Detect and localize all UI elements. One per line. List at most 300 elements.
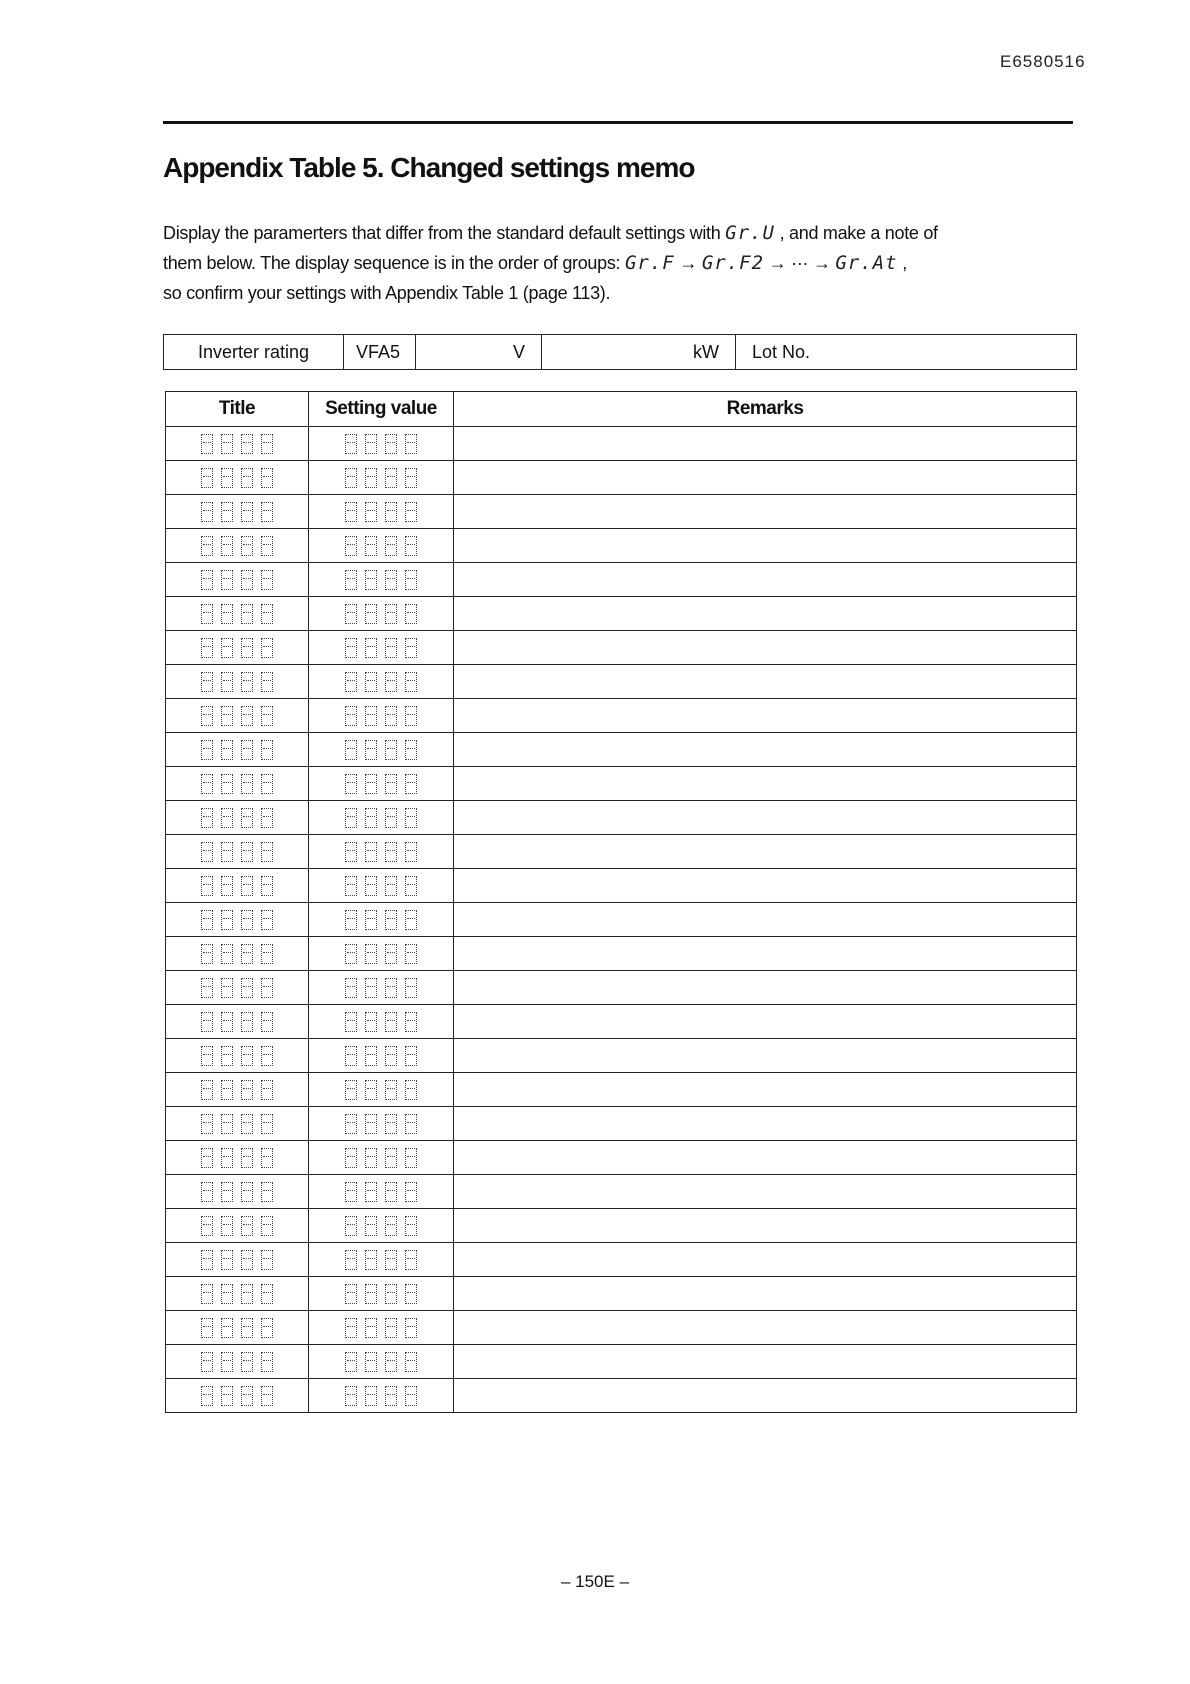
segment-digit-icon <box>345 774 357 794</box>
title-cell[interactable] <box>166 495 309 529</box>
seven-segment-placeholder <box>309 944 453 964</box>
segment-digit-icon <box>365 434 377 454</box>
segment-digit-icon <box>261 1046 273 1066</box>
seven-segment-placeholder <box>309 1250 453 1270</box>
table-body <box>166 427 1077 1413</box>
segment-digit-icon <box>405 1080 417 1100</box>
seven-segment-placeholder <box>166 536 308 556</box>
segment-digit-icon <box>261 1216 273 1236</box>
remarks-cell[interactable] <box>454 1209 1077 1243</box>
title-cell[interactable] <box>166 427 309 461</box>
remarks-cell[interactable] <box>454 1141 1077 1175</box>
power-field[interactable]: kW <box>542 335 736 369</box>
segment-digit-icon <box>405 944 417 964</box>
table-row <box>166 1209 1077 1243</box>
segment-digit-icon <box>201 604 213 624</box>
inverter-model: VFA5 <box>344 335 416 369</box>
seven-segment-placeholder <box>166 1386 308 1406</box>
segment-digit-icon <box>241 570 253 590</box>
remarks-cell[interactable] <box>454 1107 1077 1141</box>
segment-digit-icon <box>221 910 233 930</box>
segment-digit-icon <box>261 1182 273 1202</box>
segment-digit-icon <box>241 808 253 828</box>
title-cell[interactable] <box>166 699 309 733</box>
segment-digit-icon <box>405 978 417 998</box>
segment-digit-icon <box>221 978 233 998</box>
seven-segment-placeholder <box>309 1182 453 1202</box>
table-row <box>166 1073 1077 1107</box>
segment-digit-icon <box>405 1284 417 1304</box>
segment-digit-icon <box>385 1216 397 1236</box>
segment-digit-icon <box>405 1114 417 1134</box>
table-row <box>166 597 1077 631</box>
remarks-cell[interactable] <box>454 903 1077 937</box>
setting-value-cell[interactable] <box>309 733 454 767</box>
remarks-cell[interactable] <box>454 767 1077 801</box>
table-header-row <box>166 392 1077 427</box>
segment-digit-icon <box>365 1182 377 1202</box>
seven-segment-placeholder <box>166 1114 308 1134</box>
setting-value-cell[interactable] <box>309 1175 454 1209</box>
intro-text: them below. The display sequence is in the order of groups: <box>163 253 621 273</box>
seven-segment-placeholder <box>166 434 308 454</box>
setting-value-cell[interactable] <box>309 1209 454 1243</box>
segment-digit-icon <box>385 910 397 930</box>
title-cell[interactable] <box>166 733 309 767</box>
seven-segment-placeholder <box>166 1352 308 1372</box>
segment-digit-icon <box>261 672 273 692</box>
setting-value-cell[interactable] <box>309 801 454 835</box>
remarks-cell[interactable] <box>454 937 1077 971</box>
segment-digit-icon <box>221 774 233 794</box>
segment-digit-icon <box>385 536 397 556</box>
segment-digit-icon <box>405 672 417 692</box>
setting-value-cell[interactable] <box>309 631 454 665</box>
voltage-field[interactable]: V <box>416 335 542 369</box>
segment-digit-icon <box>365 706 377 726</box>
segment-digit-icon <box>405 706 417 726</box>
segment-digit-icon <box>241 910 253 930</box>
seven-segment-placeholder <box>166 910 308 930</box>
remarks-cell[interactable] <box>454 1345 1077 1379</box>
segment-digit-icon <box>241 502 253 522</box>
segment-digit-icon <box>385 1114 397 1134</box>
remarks-cell[interactable] <box>454 427 1077 461</box>
intro-line-1 <box>163 218 1073 248</box>
setting-value-cell[interactable] <box>309 1005 454 1039</box>
segment-digit-icon <box>261 1012 273 1032</box>
title-cell[interactable] <box>166 1209 309 1243</box>
segment-digit-icon <box>345 502 357 522</box>
segment-digit-icon <box>365 502 377 522</box>
segment-digit-icon <box>201 1114 213 1134</box>
segment-digit-icon <box>221 536 233 556</box>
title-cell[interactable] <box>166 1107 309 1141</box>
segment-digit-icon <box>221 1148 233 1168</box>
segment-digit-icon <box>201 1012 213 1032</box>
segment-digit-icon <box>365 944 377 964</box>
table-row <box>166 1039 1077 1073</box>
segment-digit-icon <box>345 434 357 454</box>
segment-digit-icon <box>221 502 233 522</box>
seven-segment-placeholder <box>309 1318 453 1338</box>
remarks-cell[interactable] <box>454 801 1077 835</box>
segment-digit-icon <box>385 1250 397 1270</box>
table-row <box>166 1005 1077 1039</box>
seven-segment-placeholder <box>166 570 308 590</box>
segment-digit-icon <box>345 1250 357 1270</box>
seven-segment-placeholder <box>166 1012 308 1032</box>
lcd-code-gr-u: Gr.U <box>725 222 775 244</box>
seven-segment-placeholder <box>309 978 453 998</box>
seven-segment-placeholder <box>166 706 308 726</box>
seven-segment-placeholder <box>309 468 453 488</box>
title-cell[interactable] <box>166 1141 309 1175</box>
remarks-cell[interactable] <box>454 529 1077 563</box>
segment-digit-icon <box>221 1386 233 1406</box>
segment-digit-icon <box>221 1080 233 1100</box>
segment-digit-icon <box>241 1352 253 1372</box>
segment-digit-icon <box>385 502 397 522</box>
title-cell[interactable] <box>166 1379 309 1413</box>
seven-segment-placeholder <box>309 1046 453 1066</box>
title-cell[interactable] <box>166 1005 309 1039</box>
segment-digit-icon <box>345 672 357 692</box>
remarks-cell[interactable] <box>454 1005 1077 1039</box>
segment-digit-icon <box>385 978 397 998</box>
remarks-cell[interactable] <box>454 1175 1077 1209</box>
setting-value-cell[interactable] <box>309 1379 454 1413</box>
segment-digit-icon <box>385 604 397 624</box>
table-row <box>166 495 1077 529</box>
setting-value-cell[interactable] <box>309 1073 454 1107</box>
segment-digit-icon <box>261 774 273 794</box>
seven-segment-placeholder <box>309 604 453 624</box>
seven-segment-placeholder <box>166 502 308 522</box>
setting-value-cell[interactable] <box>309 1141 454 1175</box>
remarks-cell[interactable] <box>454 733 1077 767</box>
segment-digit-icon <box>261 604 273 624</box>
seven-segment-placeholder <box>309 1148 453 1168</box>
seven-segment-placeholder <box>166 468 308 488</box>
segment-digit-icon <box>241 1114 253 1134</box>
segment-digit-icon <box>405 570 417 590</box>
segment-digit-icon <box>201 842 213 862</box>
seven-segment-placeholder <box>166 808 308 828</box>
segment-digit-icon <box>261 808 273 828</box>
segment-digit-icon <box>365 1046 377 1066</box>
title-cell[interactable] <box>166 665 309 699</box>
table-row <box>166 1345 1077 1379</box>
title-cell[interactable] <box>166 1345 309 1379</box>
segment-digit-icon <box>385 876 397 896</box>
header-title: Title <box>166 392 309 427</box>
title-cell[interactable] <box>166 1175 309 1209</box>
segment-digit-icon <box>365 1148 377 1168</box>
segment-digit-icon <box>201 570 213 590</box>
table-row <box>166 529 1077 563</box>
table-row <box>166 563 1077 597</box>
segment-digit-icon <box>241 774 253 794</box>
remarks-cell[interactable] <box>454 563 1077 597</box>
segment-digit-icon <box>201 1386 213 1406</box>
title-cell[interactable] <box>166 1311 309 1345</box>
title-cell[interactable] <box>166 869 309 903</box>
seven-segment-placeholder <box>166 1318 308 1338</box>
segment-digit-icon <box>345 604 357 624</box>
table-row <box>166 1243 1077 1277</box>
segment-digit-icon <box>345 1114 357 1134</box>
setting-value-cell[interactable] <box>309 665 454 699</box>
seven-segment-placeholder <box>309 1216 453 1236</box>
segment-digit-icon <box>221 1182 233 1202</box>
seven-segment-placeholder <box>166 1216 308 1236</box>
segment-digit-icon <box>365 978 377 998</box>
setting-value-cell[interactable] <box>309 1243 454 1277</box>
segment-digit-icon <box>261 1386 273 1406</box>
intro-text: , and make a note of <box>779 223 938 243</box>
segment-digit-icon <box>201 1284 213 1304</box>
setting-value-cell[interactable] <box>309 971 454 1005</box>
segment-digit-icon <box>221 876 233 896</box>
setting-value-cell[interactable] <box>309 563 454 597</box>
segment-digit-icon <box>405 876 417 896</box>
intro-paragraph <box>163 218 1073 308</box>
segment-digit-icon <box>201 434 213 454</box>
segment-digit-icon <box>221 808 233 828</box>
remarks-cell[interactable] <box>454 461 1077 495</box>
segment-digit-icon <box>221 842 233 862</box>
segment-digit-icon <box>201 740 213 760</box>
segment-digit-icon <box>345 1318 357 1338</box>
seven-segment-placeholder <box>309 1284 453 1304</box>
seven-segment-placeholder <box>166 604 308 624</box>
segment-digit-icon <box>221 1114 233 1134</box>
remarks-cell[interactable] <box>454 665 1077 699</box>
lot-number-field[interactable]: Lot No. <box>752 341 811 362</box>
title-cell[interactable] <box>166 767 309 801</box>
title-cell[interactable] <box>166 835 309 869</box>
segment-digit-icon <box>201 502 213 522</box>
segment-digit-icon <box>345 570 357 590</box>
segment-digit-icon <box>221 638 233 658</box>
segment-digit-icon <box>241 978 253 998</box>
segment-digit-icon <box>345 1284 357 1304</box>
segment-digit-icon <box>261 1318 273 1338</box>
lcd-code-gr-f2: Gr.F2 <box>701 252 765 274</box>
segment-digit-icon <box>201 1250 213 1270</box>
title-cell[interactable] <box>166 597 309 631</box>
segment-digit-icon <box>241 604 253 624</box>
table-row <box>166 665 1077 699</box>
segment-digit-icon <box>261 706 273 726</box>
segment-digit-icon <box>201 468 213 488</box>
title-cell[interactable] <box>166 971 309 1005</box>
title-cell[interactable] <box>166 1243 309 1277</box>
table-row <box>166 427 1077 461</box>
segment-digit-icon <box>365 774 377 794</box>
header-remarks: Remarks <box>454 392 1077 427</box>
arrow-right-icon: → <box>679 253 698 273</box>
remarks-cell[interactable] <box>454 1379 1077 1413</box>
segment-digit-icon <box>365 1114 377 1134</box>
segment-digit-icon <box>385 1386 397 1406</box>
segment-digit-icon <box>201 1216 213 1236</box>
segment-digit-icon <box>365 842 377 862</box>
segment-digit-icon <box>221 1352 233 1372</box>
setting-value-cell[interactable] <box>309 903 454 937</box>
segment-digit-icon <box>385 468 397 488</box>
segment-digit-icon <box>405 1148 417 1168</box>
remarks-cell[interactable] <box>454 1039 1077 1073</box>
segment-digit-icon <box>385 638 397 658</box>
segment-digit-icon <box>345 1148 357 1168</box>
lcd-code-gr-f: Gr.F <box>624 252 675 274</box>
segment-digit-icon <box>261 502 273 522</box>
segment-digit-icon <box>385 1284 397 1304</box>
segment-digit-icon <box>201 910 213 930</box>
segment-digit-icon <box>405 502 417 522</box>
setting-value-cell[interactable] <box>309 529 454 563</box>
segment-digit-icon <box>365 1012 377 1032</box>
segment-digit-icon <box>201 978 213 998</box>
segment-digit-icon <box>365 1080 377 1100</box>
segment-digit-icon <box>261 570 273 590</box>
table-row <box>166 937 1077 971</box>
table-row <box>166 631 1077 665</box>
remarks-cell[interactable] <box>454 835 1077 869</box>
remarks-cell[interactable] <box>454 1277 1077 1311</box>
setting-value-cell[interactable] <box>309 699 454 733</box>
setting-value-cell[interactable] <box>309 937 454 971</box>
segment-digit-icon <box>241 1046 253 1066</box>
setting-value-cell[interactable] <box>309 461 454 495</box>
segment-digit-icon <box>345 468 357 488</box>
inverter-rating-row <box>163 334 1077 370</box>
segment-digit-icon <box>261 1352 273 1372</box>
seven-segment-placeholder <box>166 1046 308 1066</box>
segment-digit-icon <box>261 536 273 556</box>
segment-digit-icon <box>345 1046 357 1066</box>
setting-value-cell[interactable] <box>309 869 454 903</box>
intro-line-3: so confirm your settings with Appendix Table 1 (page 113). <box>163 283 611 303</box>
segment-digit-icon <box>345 740 357 760</box>
ellipsis: ··· <box>791 253 809 273</box>
segment-digit-icon <box>201 1080 213 1100</box>
title-cell[interactable] <box>166 631 309 665</box>
setting-value-cell[interactable] <box>309 767 454 801</box>
segment-digit-icon <box>221 1318 233 1338</box>
title-cell[interactable] <box>166 903 309 937</box>
title-cell[interactable] <box>166 461 309 495</box>
remarks-cell[interactable] <box>454 495 1077 529</box>
segment-digit-icon <box>365 808 377 828</box>
segment-digit-icon <box>405 1182 417 1202</box>
seven-segment-placeholder <box>309 808 453 828</box>
remarks-cell[interactable] <box>454 699 1077 733</box>
lcd-code-gr-at: Gr.At <box>835 252 898 274</box>
title-cell[interactable] <box>166 1073 309 1107</box>
segment-digit-icon <box>385 1318 397 1338</box>
segment-digit-icon <box>405 1216 417 1236</box>
title-cell[interactable] <box>166 563 309 597</box>
title-cell[interactable] <box>166 1277 309 1311</box>
segment-digit-icon <box>405 1386 417 1406</box>
segment-digit-icon <box>345 1182 357 1202</box>
inverter-rating-label: Inverter rating <box>164 335 344 369</box>
segment-digit-icon <box>261 944 273 964</box>
segment-digit-icon <box>241 1012 253 1032</box>
segment-digit-icon <box>385 944 397 964</box>
segment-digit-icon <box>221 944 233 964</box>
setting-value-cell[interactable] <box>309 1107 454 1141</box>
setting-value-cell[interactable] <box>309 1345 454 1379</box>
seven-segment-placeholder <box>309 1114 453 1134</box>
segment-digit-icon <box>201 638 213 658</box>
setting-value-cell[interactable] <box>309 1039 454 1073</box>
remarks-cell[interactable] <box>454 1243 1077 1277</box>
segment-digit-icon <box>221 1216 233 1236</box>
segment-digit-icon <box>365 638 377 658</box>
segment-digit-icon <box>241 740 253 760</box>
title-cell[interactable] <box>166 1039 309 1073</box>
seven-segment-placeholder <box>166 842 308 862</box>
segment-digit-icon <box>385 1012 397 1032</box>
segment-digit-icon <box>241 672 253 692</box>
segment-digit-icon <box>365 570 377 590</box>
remarks-cell[interactable] <box>454 1073 1077 1107</box>
seven-segment-placeholder <box>309 672 453 692</box>
title-cell[interactable] <box>166 937 309 971</box>
remarks-cell[interactable] <box>454 1311 1077 1345</box>
seven-segment-placeholder <box>309 1352 453 1372</box>
title-cell[interactable] <box>166 529 309 563</box>
segment-digit-icon <box>241 1318 253 1338</box>
segment-digit-icon <box>385 1080 397 1100</box>
setting-value-cell[interactable] <box>309 1277 454 1311</box>
seven-segment-placeholder <box>166 1250 308 1270</box>
setting-value-cell[interactable] <box>309 835 454 869</box>
setting-value-cell[interactable] <box>309 495 454 529</box>
remarks-cell[interactable] <box>454 971 1077 1005</box>
seven-segment-placeholder <box>309 842 453 862</box>
segment-digit-icon <box>345 706 357 726</box>
segment-digit-icon <box>385 672 397 692</box>
seven-segment-placeholder <box>309 740 453 760</box>
setting-value-cell[interactable] <box>309 427 454 461</box>
setting-value-cell[interactable] <box>309 597 454 631</box>
segment-digit-icon <box>201 808 213 828</box>
remarks-cell[interactable] <box>454 631 1077 665</box>
segment-digit-icon <box>261 978 273 998</box>
segment-digit-icon <box>221 1250 233 1270</box>
segment-digit-icon <box>345 910 357 930</box>
segment-digit-icon <box>365 672 377 692</box>
segment-digit-icon <box>221 1046 233 1066</box>
segment-digit-icon <box>261 910 273 930</box>
segment-digit-icon <box>201 706 213 726</box>
segment-digit-icon <box>405 536 417 556</box>
segment-digit-icon <box>345 842 357 862</box>
segment-digit-icon <box>345 978 357 998</box>
segment-digit-icon <box>261 1148 273 1168</box>
segment-digit-icon <box>365 468 377 488</box>
segment-digit-icon <box>405 910 417 930</box>
remarks-cell[interactable] <box>454 597 1077 631</box>
setting-value-cell[interactable] <box>309 1311 454 1345</box>
title-cell[interactable] <box>166 801 309 835</box>
remarks-cell[interactable] <box>454 869 1077 903</box>
